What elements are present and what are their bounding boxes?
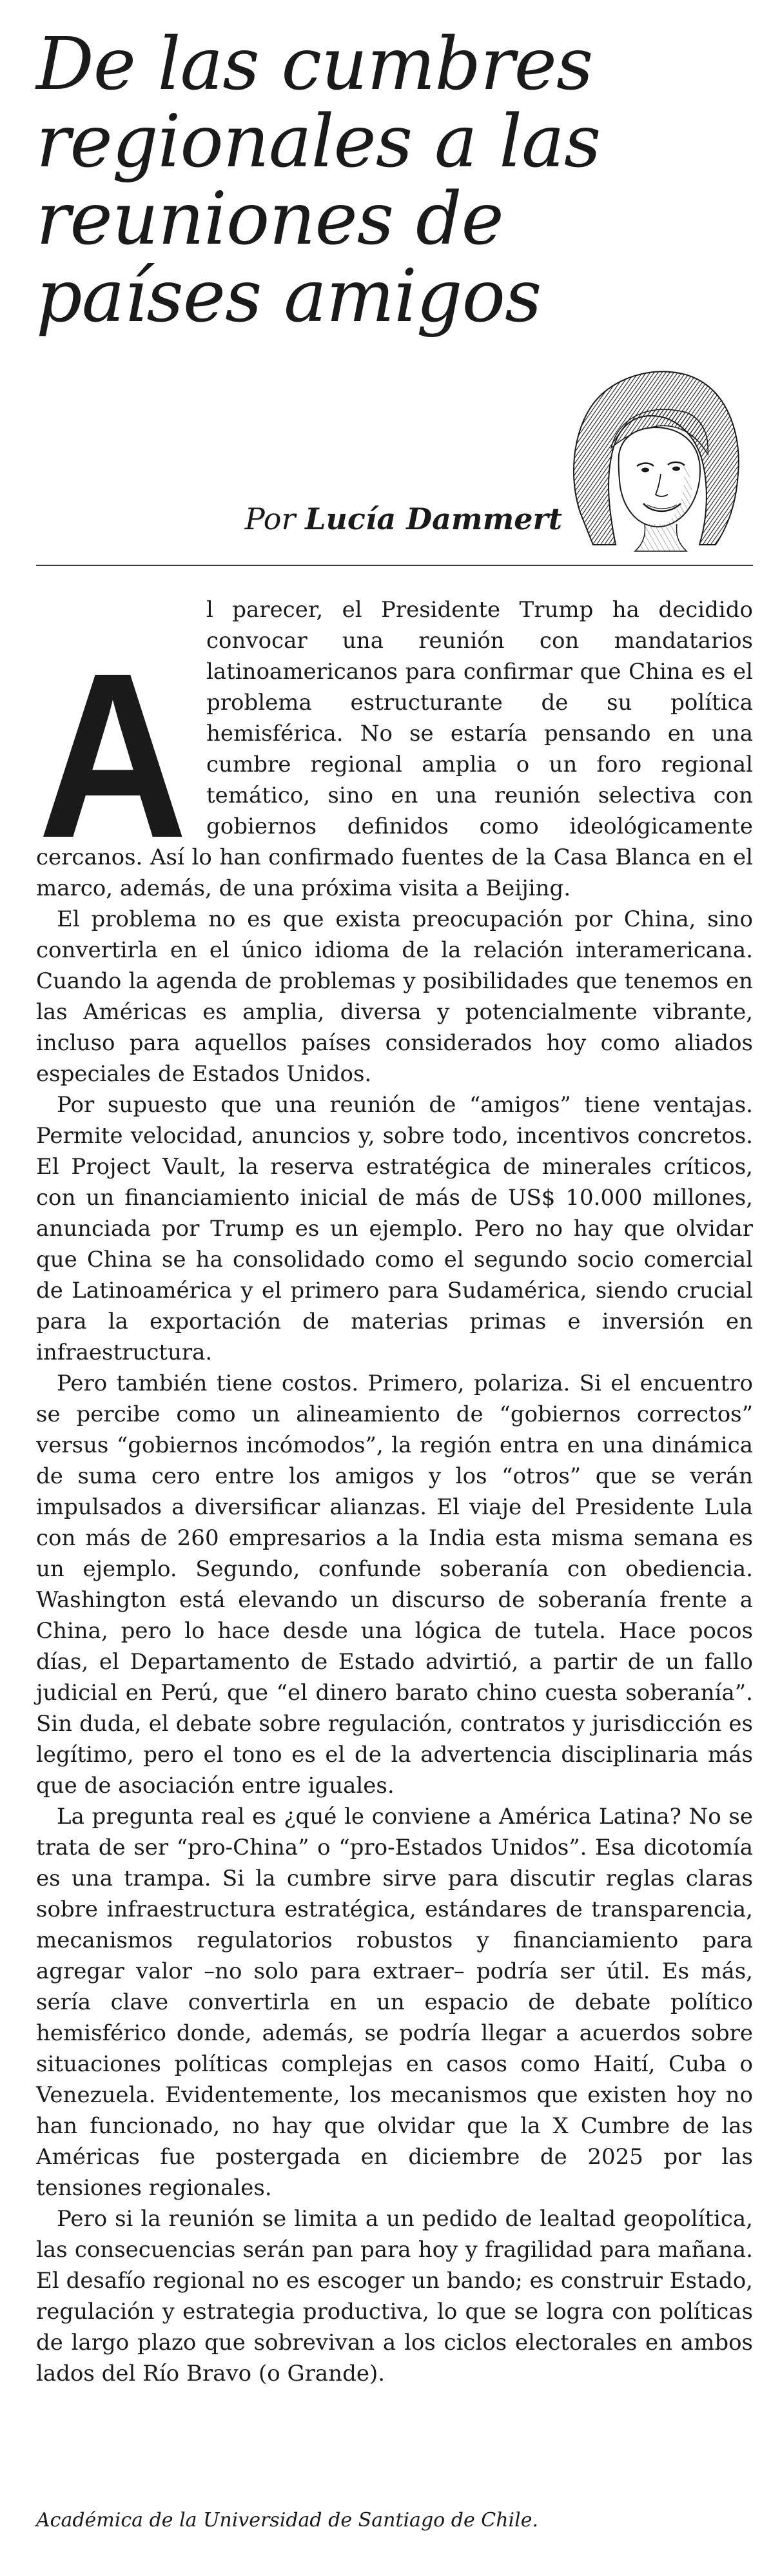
svg-text:A: A [38, 625, 188, 887]
paragraph-3: Por supuesto que una reunión de “amigos” tiene ventajas. Permite velocidad, anuncios y, sobre todo, incentivos concretos. El Project Vault, la reserva estratégica de minerales críticos, con un financiamiento inicial de más de US$ 10.000 millones, anunciada por Trump es un ejemplo. Pero no hay que olvidar que China se ha consolidado como el segundo socio comercial de Latinoamérica y el primero para Sudamérica, siendo crucial para la exportación de materias primas e inversión en infraestructura. [36, 1092, 753, 1365]
author-affiliation: Académica de la Universidad de Santiago de Chile. [36, 2509, 538, 2532]
drop-cap [36, 598, 190, 887]
paragraph-4: Pero también tiene costos. Primero, polariza. Si el encuentro se percibe como un alineamiento de “gobiernos correctos” versus “gobiernos incómodos”, la región entra en una dinámica de suma cero entre los amigos y los “otros” que se verán impulsados a diversificar alianzas. El viaje del Presidente Lula con más de 260 empresarios a la India esta misma semana es un ejemplo. Segundo, confunde soberanía con obediencia. Washington está elevando un discurso de soberanía frente a China, pero lo hace desde una lógica de tutela. Hace pocos días, el Departamento de Estado advirtió, a partir de un fallo judicial en Perú, que “el dinero barato chino cuesta soberanía”. Sin duda, el debate sobre regulación, contratos y jurisdicción es legítimo, pero el tono es el de la advertencia disciplinaria más que de asociación entre iguales. [36, 1371, 753, 1799]
paragraph-5: La pregunta real es ¿qué le conviene a América Latina? No se trata de ser “pro-China” o “pro-Estados Unidos”. Esa dicotomía es una trampa. Si la cumbre sirve para discutir reglas claras sobre infraestructura estratégica, estándares de transparencia, mecanismos regulatorios robustos y financiamiento para agregar valor –no solo para extraer– podría ser útil. Es más, sería clave convertirla en un espacio de debate político hemisférico donde, además, se podría llegar a acuerdos sobre situaciones políticas complejas en casos como Haití, Cuba o Venezuela. Evidentemente, los mecanismos que existen hoy no han funcionado, no hay que olvidar que la X Cumbre de las Américas fue postergada en diciembre de 2025 por las tensiones regionales. [36, 1804, 753, 2201]
paragraph-1 [36, 594, 753, 904]
author-name: Lucía Dammert [305, 502, 562, 536]
article-body [36, 594, 753, 2389]
paragraph-1-text: l parecer, el Presidente Trump ha decidido convocar una reunión con mandatarios latinoamericanos para confirmar que China es el problema estructurante de su política hemisférica. No se estaría pensando en una cumbre regional amplia o un foro regional temático, sino en una reunión selectiva con gobiernos definidos como ideológicamente cercanos. Así lo han confirmado fuentes de la Casa Blanca en el marco, además, de una próxima visita a Beijing. [36, 597, 753, 901]
author-portrait [554, 351, 748, 558]
byline-prefix: Por [244, 502, 296, 536]
paragraph-2: El problema no es que exista preocupación por China, sino convertirla en el único idioma de la relación interamericana. Cuando la agenda de problemas y posibilidades que tenemos en las Américas es amplia, diversa y potencialmente vibrante, incluso para aquellos países considerados hoy como aliados especiales de Estados Unidos. [36, 906, 753, 1087]
divider [36, 565, 753, 566]
headline: De las cumbres regionales a las reuniones de países amigos [36, 23, 601, 338]
byline [201, 500, 562, 538]
paragraph-6: Pero si la reunión se limita a un pedido de lealtad geopolítica, las consecuencias serán pan para hoy y fragilidad para mañana. El desafío regional no es escoger un bando; es construir Estado, regulación y estrategia productiva, lo que se logra con políticas de largo plazo que sobrevivan a los ciclos electorales en ambos lados del Río Bravo (o Grande). [36, 2206, 753, 2386]
